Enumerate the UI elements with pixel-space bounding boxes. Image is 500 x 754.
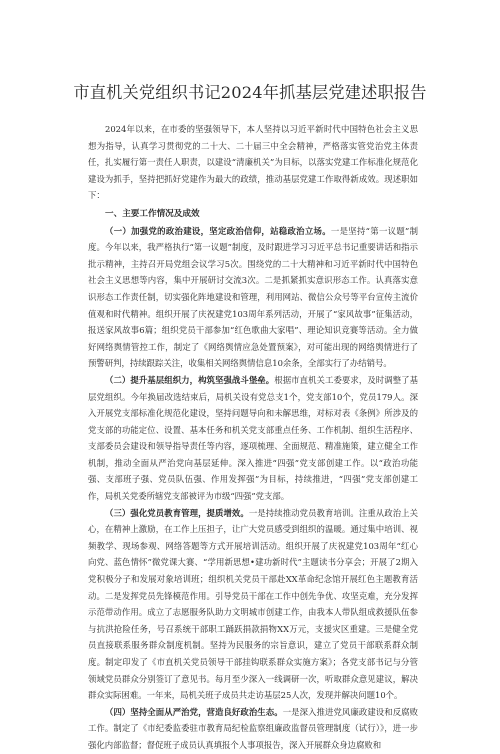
section-heading-main-work: 一、主要工作情况及成效 (105, 208, 200, 219)
item-heading-1: （一）加强党的政治建设，坚定政治信仰，站稳政治立场。 (105, 225, 331, 236)
item-body-3: 一是持续推动党员教育培训。注重从政治上关心，在精神上激励，在工作上压担子，让广大党员感受到组织的温暖。通过集中培训、视频教学、现场参观、网络答题等方式开展培训活动。组织开展了庆祝建党103周年“红心向党、蓝色情怀”微党课大赛、“学用新思想•建功新时代”主题读书分享会；开展了2期入党积极分子和发展对象培训班；组织机关党员干部赴XX革命纪念馆开展红色主题教育活动。二是发挥党员先锋模范作用。引导党员干部在工作中创先争优、攻坚克难，充分发挥示范带动作用。成立了志愿服务队助力文明城市创建工作，由我本人带队组成救援队伍参与抗洪抢险任务，号召系统干部职工踊跃捐款捐物XX万元，支援灾区重建。三是健全党员直接联系服务群众制度机制。坚持为民服务的宗旨意识，建立了党员干部联系群众制度。制定印发了《市直机关党员领导干部挂钩联系群众实施方案》；各党支部书记与分管领域党员群众分别签订了意见书。每月至少深入一线调研一次，听取群众意见建议，解决群众实际困难。一年来，局机关班子成员共走访基层25人次，发现并解决问题10个。 (88, 507, 419, 701)
item-heading-4: （四）坚持全面从严治党，营造良好政治生态。 (105, 706, 283, 717)
intro-paragraph: 2024年以来，在市委的坚强领导下，本人坚持以习近平新时代中国特色社会主义思想为指导，认真学习贯彻党的二十大、二十届三中全会精神，严格落实管党治党主体责任，扎实履行第一责任人职责，以建设“清廉机关”为目标，以落实党建工作标准化规范化建设为抓手，坚持把抓好党建作为最大的政绩，推动基层党建工作取得新成效。现述职如下： (88, 124, 418, 201)
item-paragraph-3 (88, 505, 418, 704)
item-heading-2: （二）提升基层组织力，构筑坚强战斗堡垒。 (105, 374, 275, 385)
item-paragraph-2 (88, 372, 418, 505)
document-body (88, 121, 418, 754)
item-body-4: 一是深入推进党风廉政建设和反腐败工作。制定了《市纪委监委驻市教育局纪检监察组廉政监督员管理制度（试行）》，进一步强化内部监督；督促班子成员认真填报个人事项报告，深入开展群众身边腐败和 (88, 706, 419, 750)
item-heading-3: （三）强化党员教育管理，提质增效。 (105, 507, 249, 518)
item-paragraph-1 (88, 223, 418, 372)
item-paragraph-4 (88, 704, 418, 754)
document-title: 市直机关党组织书记2024年抓基层党建述职报告 (73, 83, 427, 102)
item-body-1: 一是坚持“第一议题”制度。今年以来，我严格执行“第一议题”制度，及时跟进学习习近平总书记重要讲话和指示批示精神，主持召开局党组会议学习5次。围绕党的二十大精神和习近平新时代中国特色社会主义思想等内容，集中开展研讨交流3次。二是抓紧抓实意识形态工作。认真落实意识形态工作责任制，切实强化阵地建设和管理，利用网站、微信公众号等平台宣传主流价值观和时代精神。组织开展了庆祝建党103周年系列活动，开展了“家风故事”征集活动，报送家风故事6篇；组织党员干部参加“红色歌曲大家唱”、理论知识竞赛等活动。全力做好网络舆情管控工作，制定了《网络舆情应急处置预案》，对可能出现的网络舆情进行了预警研判，持续跟踪关注，收集相关网络舆情信息10余条，全部实行了办结销号。 (88, 225, 419, 369)
item-body-2: 根据市直机关工委要求，及时调整了基层党组织。今年换届改选结束后，局机关设有党总支1个，党支部10个，党员179人。深入开展党支部标准化规范化建设，坚持问题导向和未解思维，对标对表《条例》所涉及的党支部的功能定位、设置、基本任务和机关党支部重点任务、工作机制、组织生活程序、支部委员会建设和领导指导责任等内容，逐项梳理、全面规范、精准施策，建立健全工作机制，推动全面从严治党向基层延伸。深入推进“四强”党支部创建工作。以“政治功能强、支部班子强、党员队伍强、作用发挥强”为目标，持续推进，“四强”党支部创建工作，局机关党委所辖党支部被评为市级“四强”党支部。 (88, 374, 418, 502)
